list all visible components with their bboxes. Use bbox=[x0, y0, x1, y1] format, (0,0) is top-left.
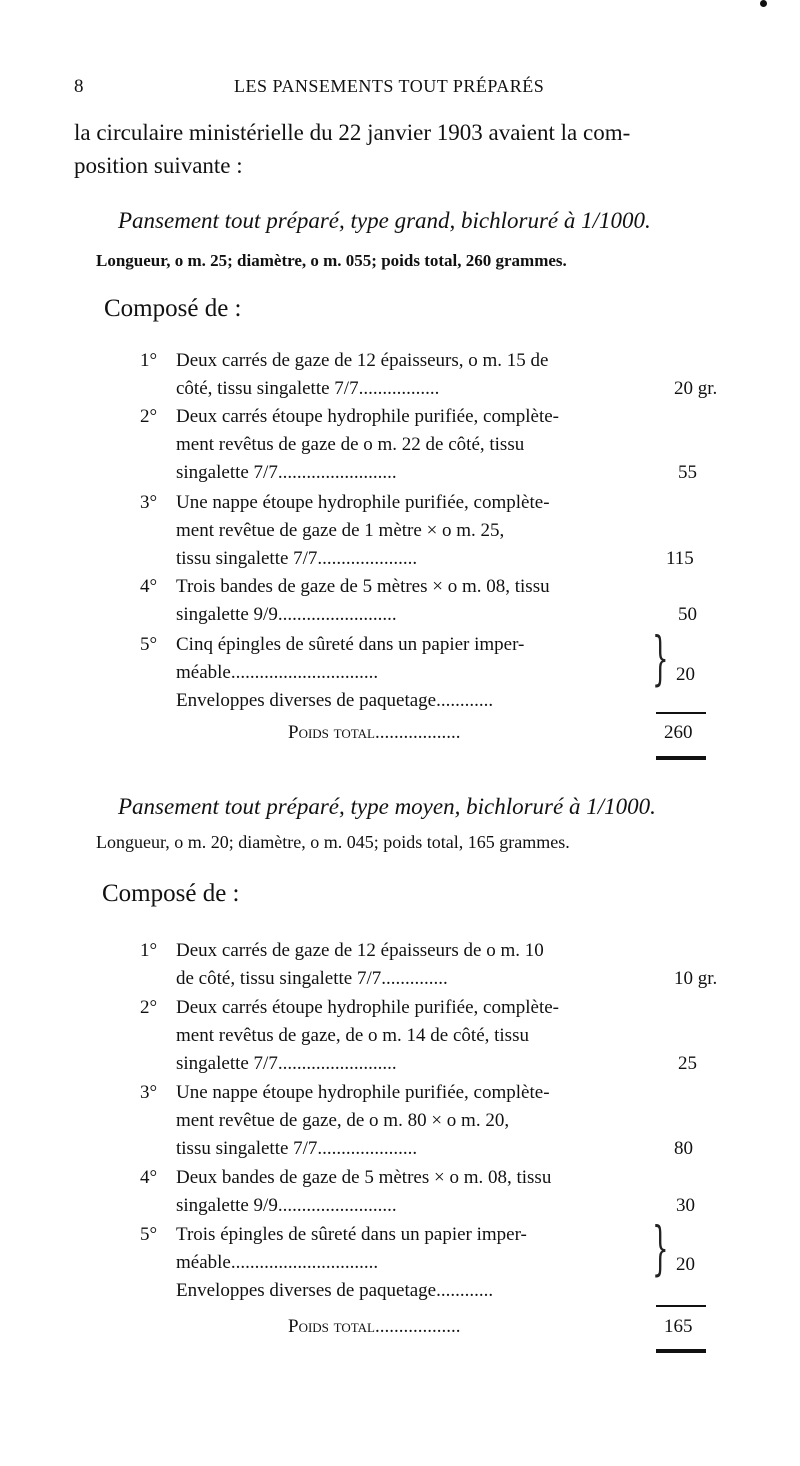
intro-paragraph bbox=[74, 116, 764, 182]
compose-heading: Composé de : bbox=[102, 880, 240, 907]
list-item: 4° Trois bandes de gaze de 5 mètres × o m. 08, tissu bbox=[140, 576, 550, 597]
list-item: singalette 9/9......................... 30 bbox=[176, 1195, 695, 1216]
list-item: Enveloppes diverses de paquetage............ bbox=[176, 690, 494, 711]
list-item: 4° Deux bandes de gaze de 5 mètres × o m. 08, tissu bbox=[140, 1167, 552, 1188]
page-number: 8 bbox=[74, 76, 84, 97]
total-value: 260 bbox=[664, 722, 693, 743]
list-item: 2° Deux carrés étoupe hydrophile purifiée, complète- bbox=[140, 406, 560, 427]
list-item: singalette 7/7......................... 55 bbox=[176, 462, 697, 483]
list-item: 5° Cinq épingles de sûreté dans un papier imper- bbox=[140, 634, 525, 655]
section-title: Pansement tout préparé, type grand, bichloruré à 1/1000. bbox=[118, 208, 651, 233]
brace-value: 20 bbox=[676, 664, 695, 685]
double-rule bbox=[656, 756, 706, 760]
list-item: méable............................... bbox=[176, 1252, 379, 1273]
ingredient-list bbox=[140, 347, 740, 717]
list-item: 3° Une nappe étoupe hydrophile purifiée, complète- bbox=[140, 1082, 550, 1103]
intro-line: la circulaire ministérielle du 22 janvier 1903 avaient la com- bbox=[74, 120, 631, 145]
section-title: Pansement tout préparé, type moyen, bichloruré à 1/1000. bbox=[118, 794, 656, 819]
brace-value: 20 bbox=[676, 1254, 695, 1275]
ingredient-list bbox=[140, 937, 740, 1307]
list-item: méable............................... bbox=[176, 662, 379, 683]
total-row: Poids total.................. bbox=[288, 1316, 461, 1337]
list-item: tissu singalette 7/7..................... 115 bbox=[176, 548, 694, 569]
brace-symbol: } bbox=[652, 1214, 669, 1282]
list-item: 2° Deux carrés étoupe hydrophile purifiée, complète- bbox=[140, 997, 560, 1018]
list-item: ment revêtus de gaze de o m. 22 de côté, tissu bbox=[176, 434, 525, 455]
list-item: 3° Une nappe étoupe hydrophile purifiée, complète- bbox=[140, 492, 550, 513]
brace-symbol: } bbox=[652, 624, 669, 692]
list-item: côté, tissu singalette 7/7................. 20 gr. bbox=[176, 378, 718, 399]
list-item: ment revêtus de gaze, de o m. 14 de côté, tissu bbox=[176, 1025, 529, 1046]
section-subtitle: Longueur, o m. 20; diamètre, o m. 045; poids total, 165 grammes. bbox=[96, 832, 570, 852]
list-item: ment revêtue de gaze de 1 mètre × o m. 25, bbox=[176, 520, 505, 541]
list-item: 1° Deux carrés de gaze de 12 épaisseurs, o m. 15 de bbox=[140, 350, 549, 371]
compose-heading: Composé de : bbox=[104, 295, 242, 322]
section-subtitle: Longueur, o m. 25; diamètre, o m. 055; poids total, 260 grammes. bbox=[96, 251, 567, 270]
sum-rule bbox=[656, 1305, 706, 1307]
list-item: singalette 7/7......................... 25 bbox=[176, 1053, 697, 1074]
double-rule bbox=[656, 1349, 706, 1353]
list-item: Enveloppes diverses de paquetage............ bbox=[176, 1280, 494, 1301]
list-item: tissu singalette 7/7..................... 80 bbox=[176, 1138, 693, 1159]
page-header bbox=[74, 76, 738, 102]
sum-rule bbox=[656, 712, 706, 714]
list-item: 1° Deux carrés de gaze de 12 épaisseurs de o m. 10 bbox=[140, 940, 544, 961]
list-item: singalette 9/9......................... 50 bbox=[176, 604, 697, 625]
total-row: Poids total.................. bbox=[288, 722, 461, 743]
ink-speck bbox=[760, 0, 767, 7]
list-item: de côté, tissu singalette 7/7.............. 10 gr. bbox=[176, 968, 718, 989]
list-item: ment revêtue de gaze, de o m. 80 × o m. 20, bbox=[176, 1110, 510, 1131]
total-value: 165 bbox=[664, 1316, 693, 1337]
list-item: 5° Trois épingles de sûreté dans un papier imper- bbox=[140, 1224, 527, 1245]
intro-line: position suivante : bbox=[74, 153, 243, 178]
running-title: LES PANSEMENTS TOUT PRÉPARÉS bbox=[234, 76, 545, 96]
